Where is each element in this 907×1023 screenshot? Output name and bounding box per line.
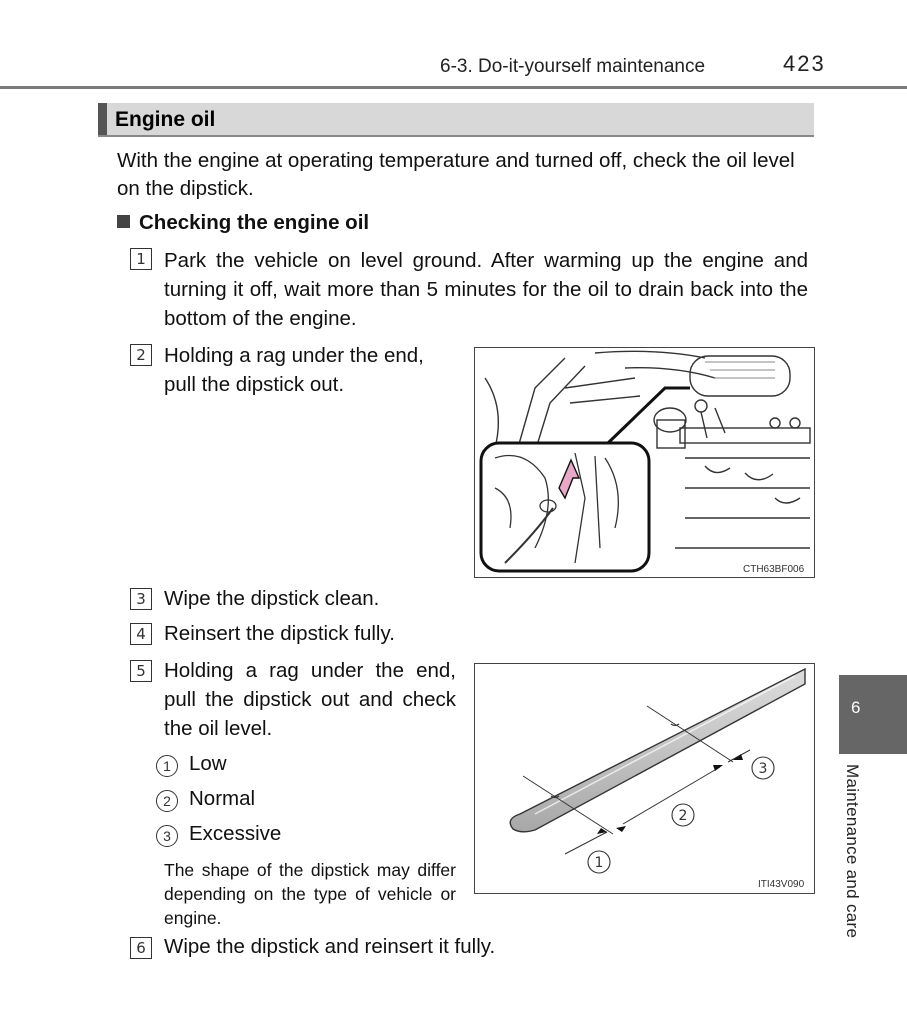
dipstick-callout-1: 1 <box>594 855 604 871</box>
section-title-bar <box>98 103 814 137</box>
engine-bay-figure <box>474 347 815 578</box>
step-text-2: Holding a rag under the end, pull the dipstick out. <box>164 344 424 396</box>
step-number-1: 1 <box>130 248 152 270</box>
section-intro: With the engine at operating temperature and turned off, check the oil level on the dipstick. <box>117 149 795 200</box>
level-label-low: Low <box>189 752 227 775</box>
dipstick-callout-3: 3 <box>758 761 768 777</box>
section-marker <box>98 103 107 135</box>
dipstick-callout-2: 2 <box>678 808 688 824</box>
step-text-6: Wipe the dipstick and reinsert it fully. <box>164 935 496 958</box>
chapter-tab <box>839 675 907 754</box>
level-label-excessive: Excessive <box>189 822 282 845</box>
step-number-5: 5 <box>130 660 152 682</box>
dipstick-illustration <box>475 664 815 894</box>
engine-bay-illustration <box>475 348 815 578</box>
running-header: 6-3. Do-it-yourself maintenance <box>440 56 706 77</box>
step-text-1: Park the vehicle on level ground. After warming up the engine and turning it off, wait more than 5 minutes for the oil to drain back into the bottom of the engine. <box>164 249 808 330</box>
section-title: Engine oil <box>115 108 216 131</box>
step-text-5: Holding a rag under the end, pull the dipstick out and check the oil level. <box>164 659 456 740</box>
step-text-4: Reinsert the dipstick fully. <box>164 622 395 645</box>
level-label-normal: Normal <box>189 787 256 810</box>
page-number: 423 <box>783 51 826 76</box>
square-bullet-icon <box>117 215 130 228</box>
chapter-number: 6 <box>851 698 861 717</box>
dipstick-note: The shape of the dipstick may differ depending on the type of vehicle or engine. <box>164 860 456 928</box>
subsection-title: Checking the engine oil <box>139 211 370 234</box>
step-number-4: 4 <box>130 623 152 645</box>
step-number-3: 3 <box>130 588 152 610</box>
level-marker-1: 1 <box>156 755 178 777</box>
step-number-2: 2 <box>130 344 152 366</box>
dipstick-figure <box>474 663 815 894</box>
step-text-3: Wipe the dipstick clean. <box>164 587 380 610</box>
engine-figure-code: CTH63BF006 <box>743 564 805 575</box>
level-marker-3: 3 <box>156 825 178 847</box>
level-marker-2: 2 <box>156 790 178 812</box>
header-rule <box>0 86 907 89</box>
subsection-heading <box>117 211 369 235</box>
step-number-6: 6 <box>130 937 152 959</box>
dipstick-figure-code: ITI43V090 <box>758 879 805 890</box>
chapter-title: Maintenance and care <box>843 764 862 939</box>
